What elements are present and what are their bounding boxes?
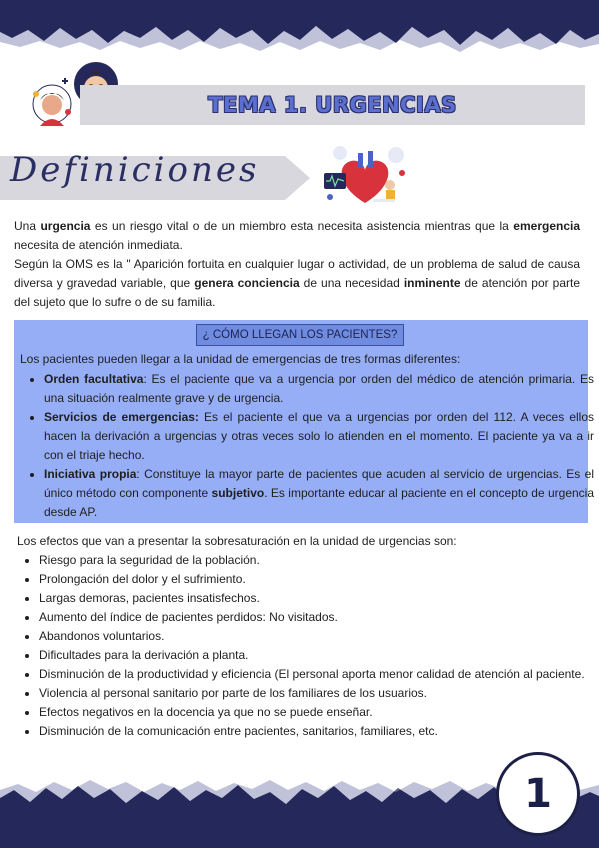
torn-paper-top-decoration — [0, 0, 599, 60]
section-heading: Definiciones — [10, 150, 260, 190]
list-item: • Violencia al personal sanitario por parte de los familiares de los usuarios. — [39, 684, 599, 703]
list-item: • Disminución de la productividad y eficiencia (El personal aporta menor calidad de atención al paciente. — [39, 665, 599, 684]
intro-paragraph-2: Según la OMS es la " Aparición fortuita en cualquier lugar o actividad, de un problema de salud de causa diversa y gravedad variable, que genera conciencia de una necesidad inminente de atención por parte del sujeto que lo sufre o de su familia. — [14, 257, 581, 309]
heart-medical-team-illustration — [318, 143, 413, 208]
list-item: • Riesgo para la seguridad de la población. — [39, 551, 599, 570]
list-item: • Largas demoras, pacientes insatisfechos. — [39, 589, 599, 608]
intro-text — [14, 217, 580, 312]
effects-list — [21, 551, 599, 741]
list-item: • Servicios de emergencias: Es el paciente el que va a urgencias por orden del 112. A veces ellos hacen la derivación a urgencias y otras veces solo lo atienden en el momento. El paciente ya va a ir con el triaje hecho. — [44, 408, 594, 465]
list-item: • Disminución de la comunicación entre pacientes, sanitarios, familiares, etc. — [39, 722, 599, 741]
intro-paragraph-1: Una urgencia es un riesgo vital o de un miembro esta necesita asistencia mientras que la emergencia necesita de atención inmediata. — [14, 219, 580, 252]
list-item: • Prolongación del dolor y el sufrimiento. — [39, 570, 599, 589]
list-item: • Orden facultativa: Es el paciente que va a urgencia por orden del médico de atención primaria. Es una situación realmente grave y de urgencia. — [44, 370, 594, 408]
arrival-methods-list — [24, 370, 594, 522]
effects-intro: Los efectos que van a presentar la sobresaturación en la unidad de urgencias son: — [17, 534, 457, 548]
list-item: • Efectos negativos en la docencia ya que no se puede enseñar. — [39, 703, 599, 722]
list-item: • Dificultades para la derivación a planta. — [39, 646, 599, 665]
page-number: 1 — [524, 771, 552, 817]
list-item: • Aumento del índice de pacientes perdidos: No visitados. — [39, 608, 599, 627]
page-number-badge — [496, 752, 580, 836]
title-banner — [80, 85, 585, 125]
page-title: TEMA 1. URGENCIAS — [208, 93, 457, 117]
patients-arrival-heading: ¿ CÓMO LLEGAN LOS PACIENTES? — [196, 324, 404, 346]
list-item: • Abandonos voluntarios. — [39, 627, 599, 646]
patients-arrival-intro: Los pacientes pueden llegar a la unidad de emergencias de tres formas diferentes: — [20, 352, 461, 366]
list-item: • Iniciativa propia: Constituye la mayor parte de pacientes que acuden al servicio de urgencias. Es el único método con componente subjetivo. Es importante educar al paciente en el concepto de urgencia desde AP. — [44, 465, 594, 522]
